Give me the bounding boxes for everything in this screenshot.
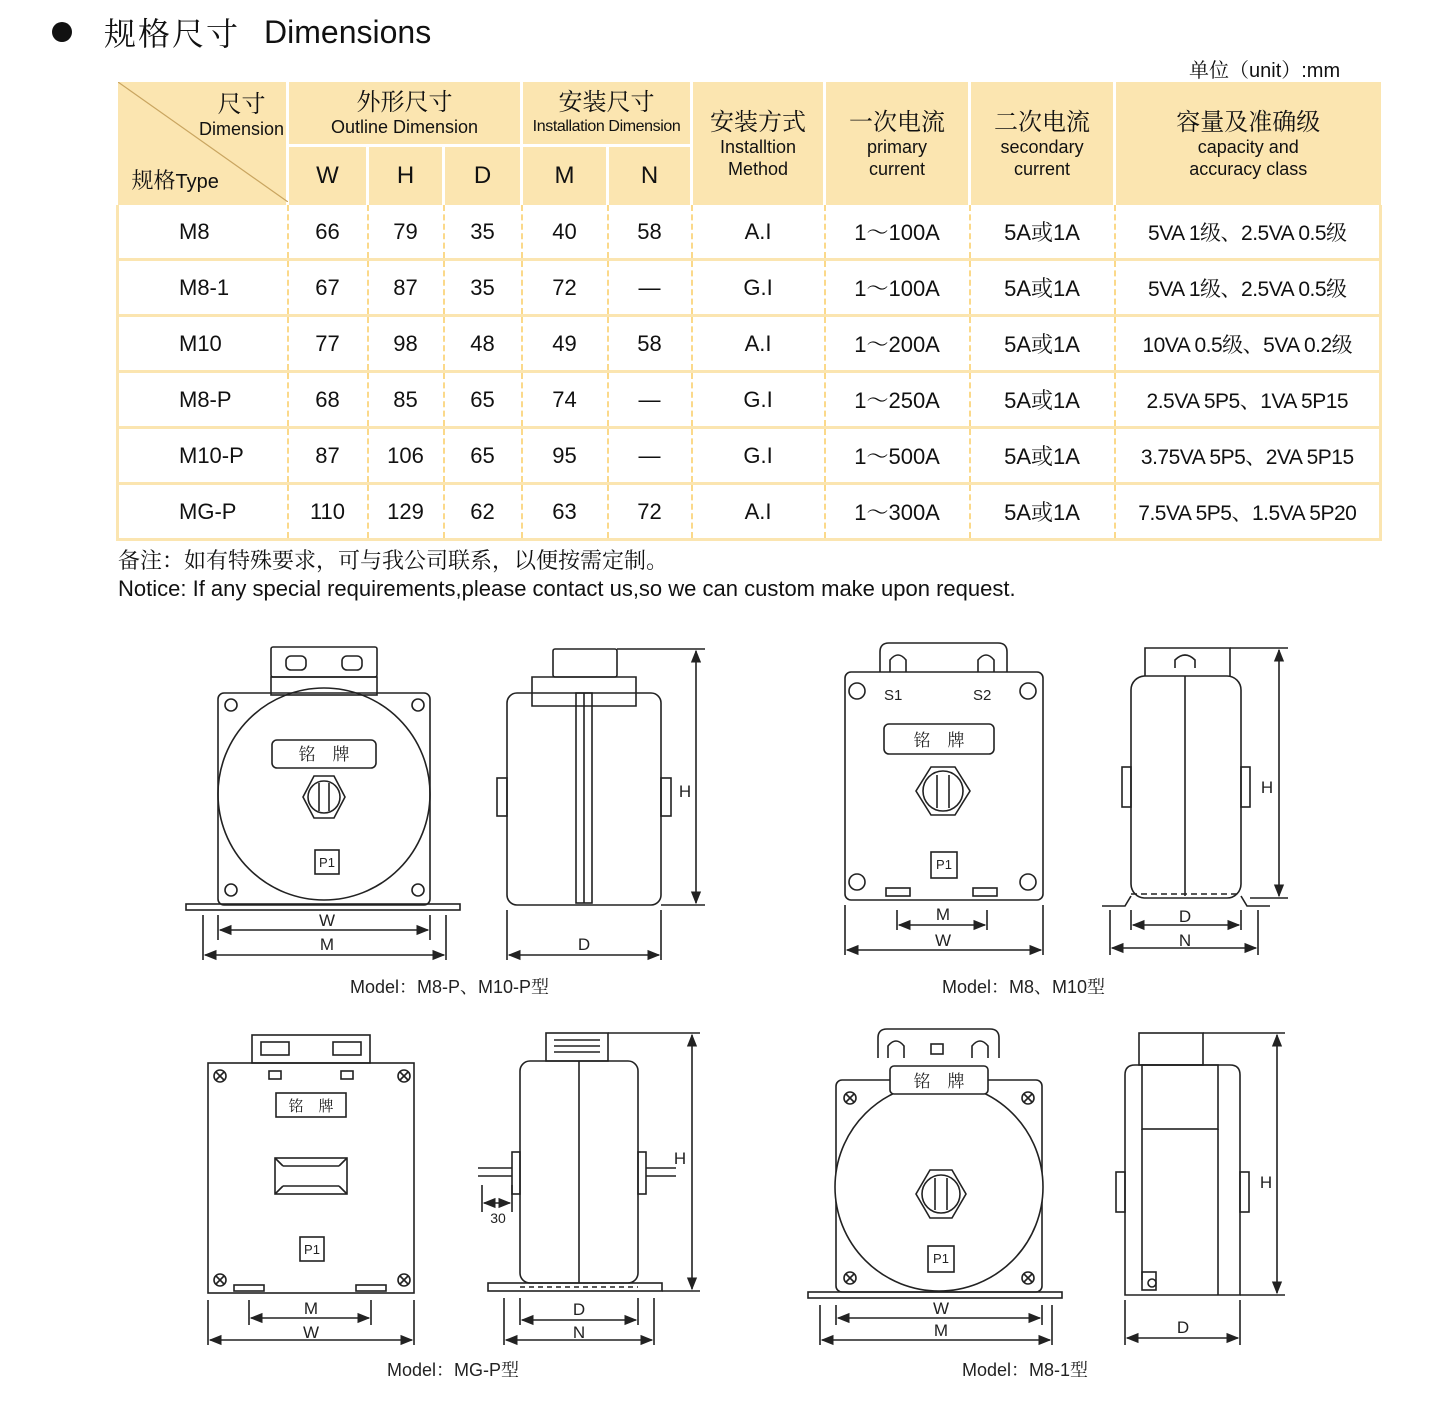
method-cell: A.I [692, 205, 825, 260]
d-cell: 62 [444, 484, 522, 540]
d-cell: 48 [444, 316, 522, 372]
drawing-m81-front [808, 1029, 1062, 1345]
install-en: Installation Dimension [532, 118, 681, 135]
m-cell: 72 [522, 260, 608, 316]
s1-label: S1 [884, 687, 903, 704]
primary-cell: 1～100A [825, 260, 970, 316]
h-cell: 87 [368, 260, 444, 316]
capacity-cell: 5VA 1级、2.5VA 0.5级 [1115, 205, 1381, 260]
w-cell: 87 [288, 428, 368, 484]
dim-w-label: W [318, 911, 336, 930]
sub-header-n: N [608, 146, 692, 206]
drawing-m8-front [845, 643, 1043, 955]
caption-mg: Model：MG-P型 [387, 1360, 520, 1380]
nameplate-label: 铭 牌 [913, 731, 965, 751]
dim-m-label: M [935, 905, 951, 924]
dim-n-label: N [572, 1323, 586, 1342]
primary-zh: 一次电流 [849, 107, 946, 136]
h-cell: 79 [368, 205, 444, 260]
s2-label: S2 [973, 687, 992, 704]
primary-cell: 1～200A [825, 316, 970, 372]
d-cell: 65 [444, 372, 522, 428]
drawing-m81-side [1116, 1033, 1285, 1345]
corner-bottom-en: Type [175, 171, 219, 193]
h-cell: 129 [368, 484, 444, 540]
secondary-cell: 5A或1A [970, 428, 1115, 484]
caption-m8: Model：M8、M10型 [942, 977, 1106, 997]
method-cell: G.I [692, 260, 825, 316]
m-cell: 95 [522, 428, 608, 484]
note-zh: 备注：如有特殊要求，可与我公司联系，以便按需定制。 [118, 549, 669, 574]
m-cell: 74 [522, 372, 608, 428]
sub-header-w: W [288, 146, 368, 206]
method-en2: Method [728, 158, 789, 179]
secondary-cell: 5A或1A [970, 484, 1115, 540]
outline-en: Outline Dimension [330, 117, 479, 137]
dim-30-label: 30 [490, 1210, 506, 1226]
sub-header-d: D [444, 146, 522, 206]
secondary-cell: 5A或1A [970, 372, 1115, 428]
n-cell: — [608, 372, 692, 428]
caption-m81: Model：M8-1型 [962, 1360, 1089, 1380]
drawing-m8-side [1102, 648, 1288, 955]
install-zh: 安装尺寸 [558, 88, 655, 116]
n-cell: 58 [608, 205, 692, 260]
capacity-cell: 7.5VA 5P5、1.5VA 5P20 [1115, 484, 1381, 540]
secondary-cell: 5A或1A [970, 316, 1115, 372]
w-cell: 67 [288, 260, 368, 316]
dim-m-label: M [319, 935, 335, 954]
caption-mp: Model：M8-P、M10-P型 [350, 977, 550, 997]
w-cell: 110 [288, 484, 368, 540]
n-cell: 58 [608, 316, 692, 372]
method-cell: A.I [692, 484, 825, 540]
nameplate-label: 铭 牌 [913, 1072, 965, 1092]
secondary-cell: 5A或1A [970, 260, 1115, 316]
h-cell: 106 [368, 428, 444, 484]
capacity-en1: capacity and [1197, 136, 1299, 157]
d-cell: 65 [444, 428, 522, 484]
method-cell: A.I [692, 316, 825, 372]
method-cell: G.I [692, 372, 825, 428]
dim-d-label: D [577, 935, 591, 954]
note-en: Notice: If any special requirements,please contact us,so we can custom make upon request. [118, 576, 1016, 601]
capacity-cell: 3.75VA 5P5、2VA 5P15 [1115, 428, 1381, 484]
heading-en: Dimensions [264, 13, 432, 50]
p1-label: P1 [933, 1251, 949, 1266]
primary-cell: 1～500A [825, 428, 970, 484]
d-cell: 35 [444, 260, 522, 316]
drawing-mp-front [186, 647, 460, 960]
capacity-cell: 5VA 1级、2.5VA 0.5级 [1115, 260, 1381, 316]
secondary-en2: current [1014, 158, 1071, 179]
m-cell: 40 [522, 205, 608, 260]
dim-h-label: H [673, 1149, 687, 1168]
type-cell: M10-P [118, 428, 288, 484]
secondary-cell: 5A或1A [970, 205, 1115, 260]
dim-w-label: W [302, 1323, 320, 1342]
capacity-cell: 10VA 0.5级、5VA 0.2级 [1115, 316, 1381, 372]
dim-h-label: H [1260, 778, 1274, 797]
nameplate-label: 铭 牌 [298, 745, 350, 765]
type-cell: M8-1 [118, 260, 288, 316]
dim-w-label: W [934, 931, 952, 950]
primary-cell: 1～300A [825, 484, 970, 540]
corner-bottom-zh: 规格 [131, 169, 176, 194]
method-cell: G.I [692, 428, 825, 484]
type-cell: M8 [118, 205, 288, 260]
type-cell: MG-P [118, 484, 288, 540]
corner-top-zh: 尺寸 [217, 90, 266, 118]
type-cell: M8-P [118, 372, 288, 428]
outline-zh: 外形尺寸 [356, 88, 453, 116]
capacity-en2: accuracy class [1189, 158, 1308, 179]
dim-w-label: W [932, 1299, 950, 1318]
dim-m-label: M [933, 1321, 949, 1340]
h-cell: 85 [368, 372, 444, 428]
corner-top-en: Dimension [198, 119, 284, 139]
primary-cell: 1～250A [825, 372, 970, 428]
drawing-mp-side [497, 649, 705, 960]
dim-d-label: D [1176, 1318, 1190, 1337]
heading-zh: 规格尺寸 [104, 15, 241, 53]
dim-d-label: D [1178, 907, 1192, 926]
dim-h-label: H [678, 782, 692, 801]
w-cell: 66 [288, 205, 368, 260]
drawing-mg-front [208, 1035, 414, 1345]
n-cell: — [608, 428, 692, 484]
m-cell: 63 [522, 484, 608, 540]
primary-en2: current [869, 158, 926, 179]
method-zh: 安装方式 [710, 107, 807, 136]
dim-m-label: M [303, 1299, 319, 1318]
d-cell: 35 [444, 205, 522, 260]
primary-cell: 1～100A [825, 205, 970, 260]
h-cell: 98 [368, 316, 444, 372]
sub-header-h: H [368, 146, 444, 206]
n-cell: 72 [608, 484, 692, 540]
p1-label: P1 [936, 857, 952, 872]
dim-d-label: D [572, 1300, 586, 1319]
dim-n-label: N [1178, 931, 1192, 950]
p1-label: P1 [304, 1242, 320, 1257]
capacity-cell: 2.5VA 5P5、1VA 5P15 [1115, 372, 1381, 428]
secondary-zh: 二次电流 [994, 107, 1091, 136]
type-cell: M10 [118, 316, 288, 372]
n-cell: — [608, 260, 692, 316]
secondary-en1: secondary [1000, 136, 1084, 157]
method-en1: Installtion [720, 136, 797, 157]
p1-label: P1 [319, 855, 335, 870]
w-cell: 68 [288, 372, 368, 428]
w-cell: 77 [288, 316, 368, 372]
m-cell: 49 [522, 316, 608, 372]
drawing-mg-side [478, 1033, 700, 1345]
sub-header-m: M [522, 146, 608, 206]
nameplate-label: 铭 牌 [288, 1097, 334, 1115]
unit-label: 单位（unit）:mm [1189, 60, 1341, 82]
capacity-zh: 容量及准确级 [1176, 107, 1321, 136]
dim-h-label: H [1259, 1173, 1273, 1192]
primary-en1: primary [867, 136, 928, 157]
